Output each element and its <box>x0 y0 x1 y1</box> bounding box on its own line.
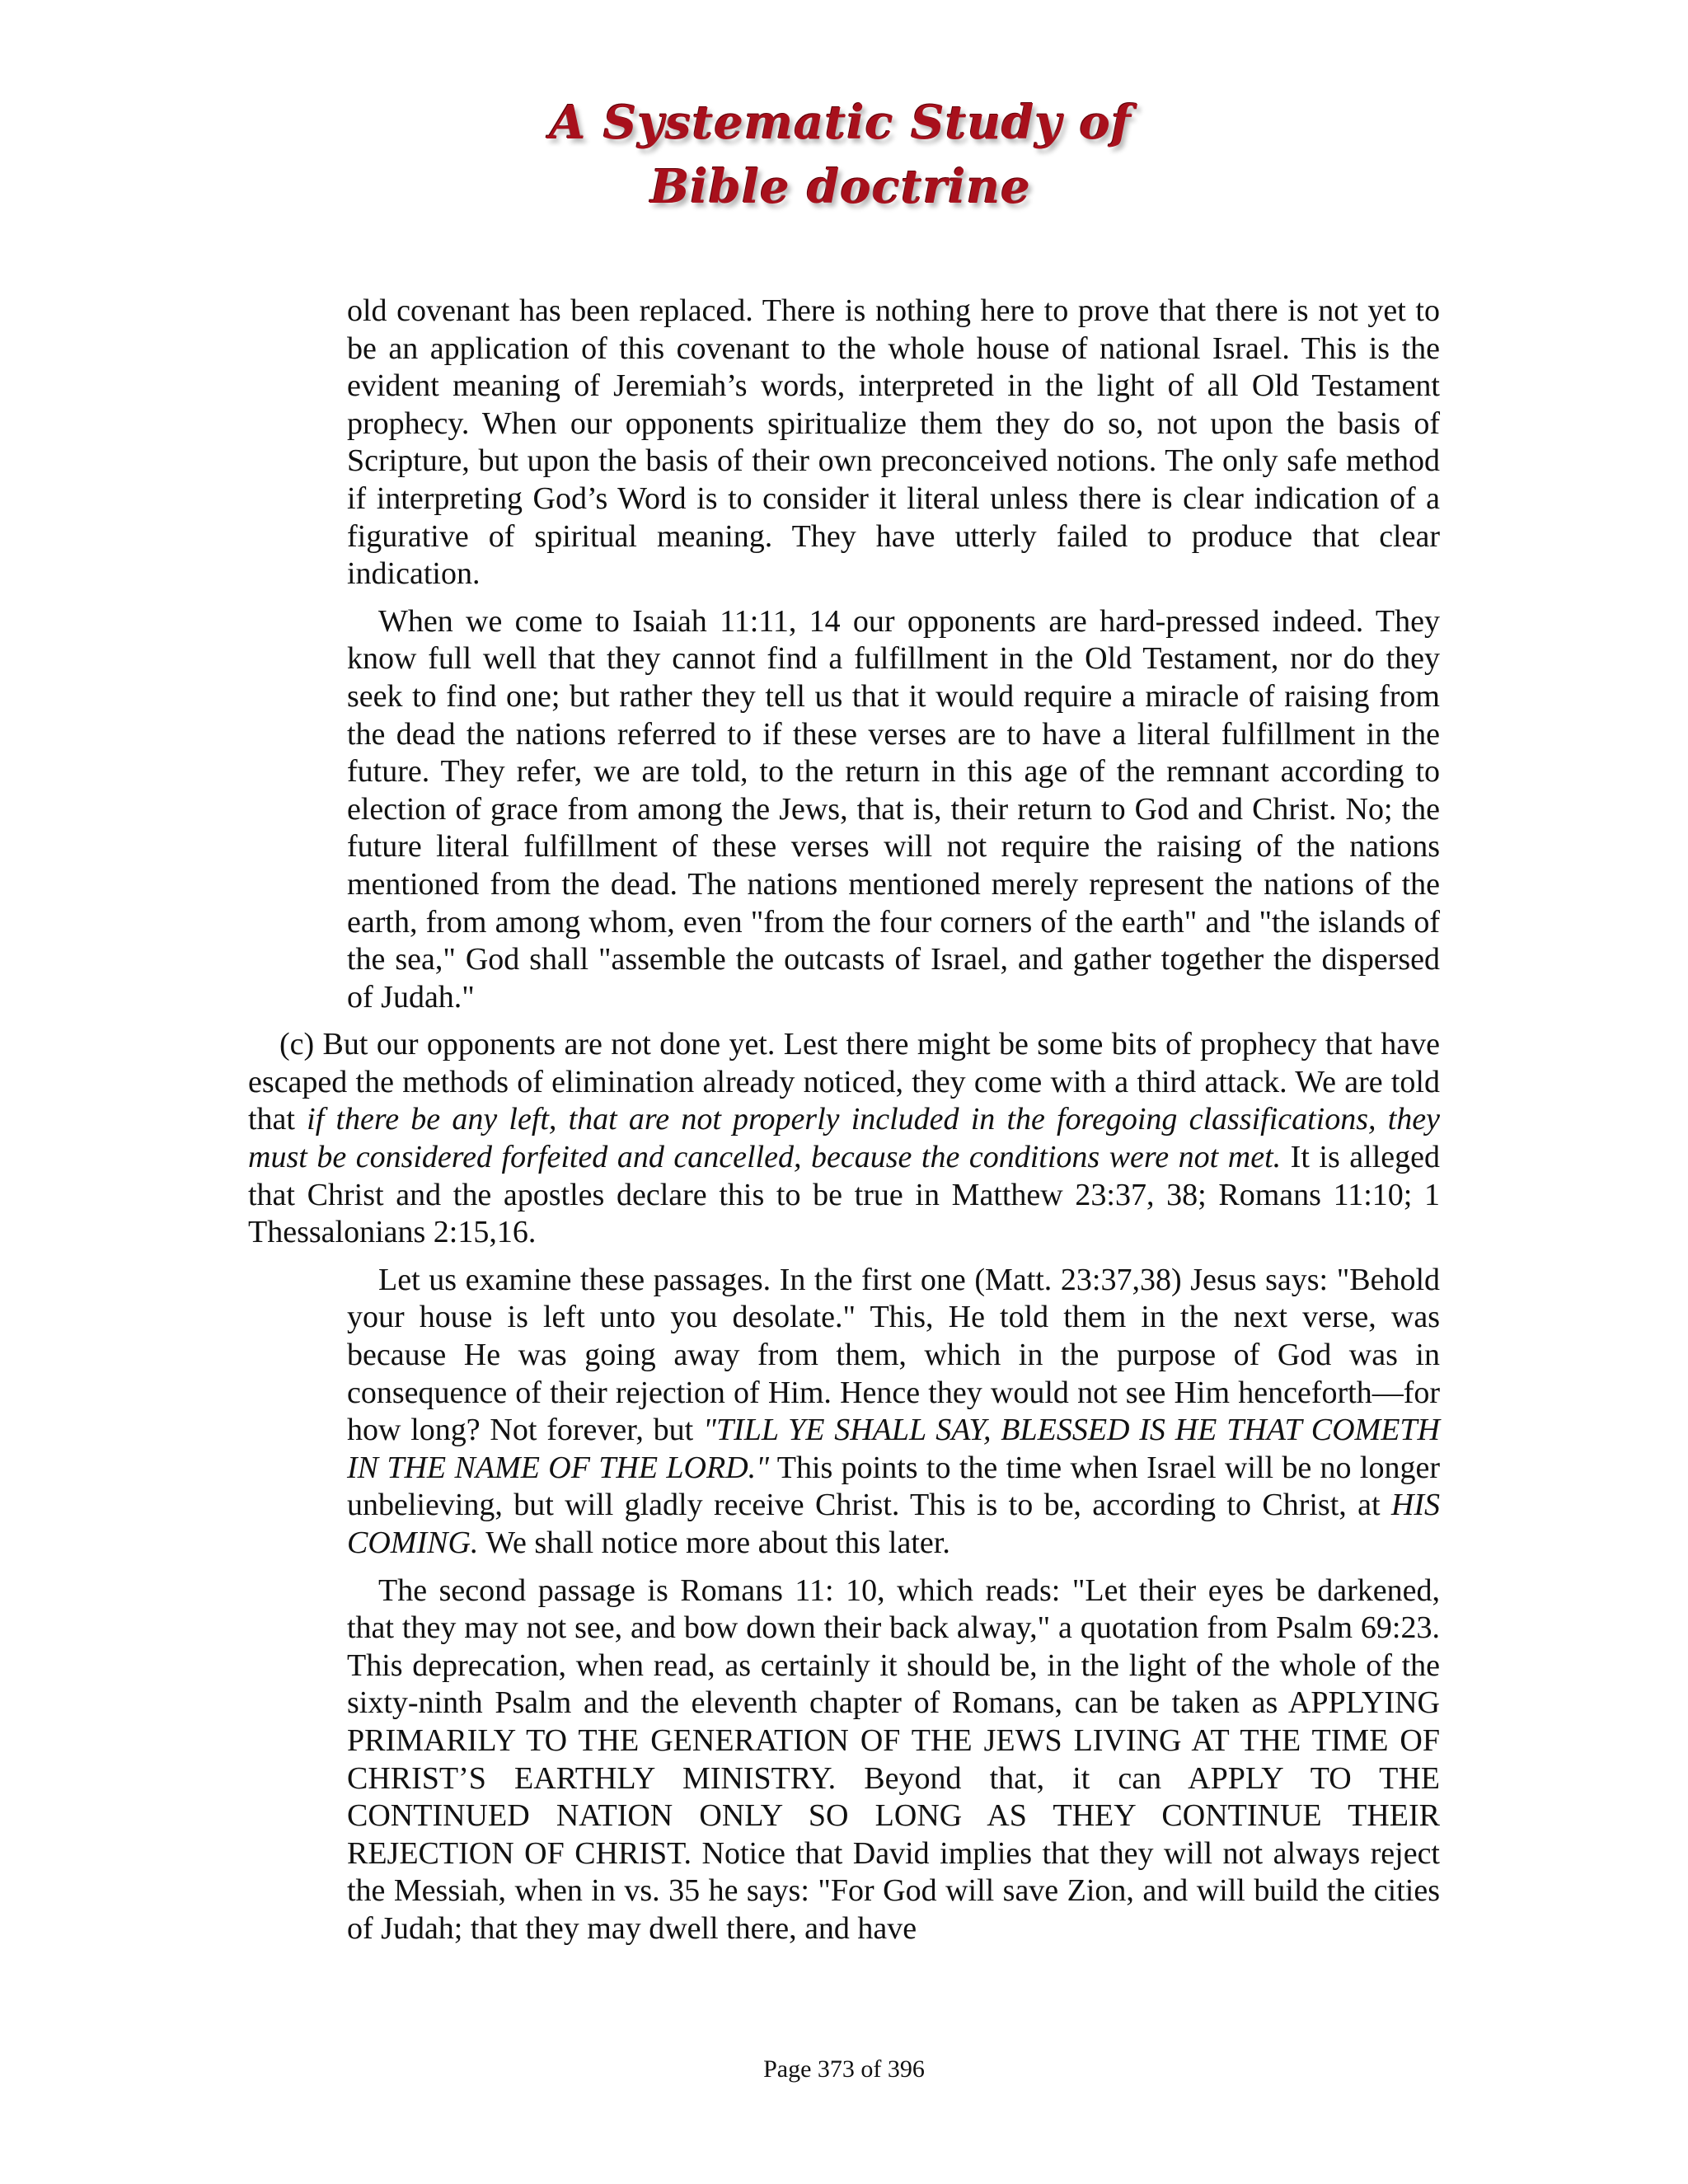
paragraph-isaiah: When we come to Isaiah 11:11, 14 our opponents are hard-pressed indeed. They know full well that they cannot find a fulfillment in the Old Testament, nor do they seek to find one; but rather they tell us that it would require a miracle of raising from the dead the nations referred to if these verses are to have a literal fulfillment in the future. They refer, we are told, to the return in this age of the remnant according to election of grace from among the Jews, that is, their return to God and Christ. No; the future literal fulfillment of these verses will not require the raising of the nations mentioned from the dead. The nations mentioned merely represent the nations of the earth, from among whom, even "from the four corners of the earth" and "the islands of the sea," God shall "assemble the outcasts of Israel, and gather together the dispersed of Judah." <box>347 603 1440 1015</box>
paragraph-matthew-text-3: We shall notice more about this later. <box>478 1526 950 1560</box>
paragraph-third-attack-emphasis: if there be any left, that are not properly included in the foregoing classifications, they must be considered forfeited and cancelled, because the conditions were not met. <box>248 1102 1440 1175</box>
book-title-line-1: A Systematic Study of <box>550 96 1132 150</box>
paragraph-third-attack <box>248 1026 1440 1252</box>
paragraph-matthew-text-1: Let us examine these passages. In the first one (Matt. 23:37,38) Jesus says: "Behold your house is left unto you desolate." This, He told them in the next verse, was because He was going away from them, which in the purpose of God was in consequence of their rejection of Him. Hence they would not see Him henceforth—for how long? Not forever, but <box>347 1262 1440 1448</box>
page-body <box>0 293 1688 1958</box>
paragraph-matthew <box>347 1262 1440 1563</box>
paragraph-matthew-quote: "TILL YE SHALL SAY, BLESSED IS HE THAT COMETH IN THE NAME OF THE LORD." <box>347 1413 1440 1485</box>
paragraph-matthew-text-2: This points to the time when Israel will be no longer unbelieving, but will gladly receive Christ. This is to be, according to Christ, at <box>347 1450 1440 1523</box>
book-title-logo <box>528 91 1154 219</box>
page-number: Page 373 of 396 <box>763 2055 925 2083</box>
paragraph-covenant-continuation: old covenant has been replaced. There is nothing here to prove that there is not yet to be an application of this covenant to the whole house of national Israel. This is the evident meaning of Jeremiah’s words, interpreted in the light of all Old Testament prophecy. When our opponents spiritualize them they do so, not upon the basis of Scripture, but upon the basis of their own preconceived notions. The only safe method if interpreting God’s Word is to consider it literal unless there is clear indication of a figurative of spiritual meaning. They have utterly failed to produce that clear indication. <box>347 293 1440 592</box>
paragraph-third-attack-text-2: It is alleged that Christ and the apostles declare this to be true in Matthew 23:37, 38; Romans 11:10; 1 Thessalonians 2:15,16. <box>248 1140 1440 1250</box>
paragraph-romans: The second passage is Romans 11: 10, which reads: "Let their eyes be darkened, that they may not see, and bow down their back alway," a quotation from Psalm 69:23. This deprecation, when read, as certainly it should be, in the light of the whole of the sixty-ninth Psalm and the eleventh chapter of Romans, can be taken as APPLYING PRIMARILY TO THE GENERATION OF THE JEWS LIVING AT THE TIME OF CHRIST’S EARTHLY MINISTRY. Beyond that, it can APPLY TO THE CONTINUED NATION ONLY SO LONG AS THEY CONTINUE THEIR REJECTION OF CHRIST. Notice that David implies that they will not always reject the Messiah, when in vs. 35 he says: "For God will save Zion, and will build the cities of Judah; that they may dwell there, and have <box>347 1572 1440 1946</box>
paragraph-matthew-his-coming: HIS COMING. <box>347 1488 1440 1560</box>
book-title-line-2: Bible doctrine <box>650 160 1031 214</box>
paragraph-third-attack-text-1: (c) But our opponents are not done yet. Lest there might be some bits of prophecy that have escaped the methods of elimination already noticed, they come with a third attack. We are told that <box>248 1027 1440 1137</box>
